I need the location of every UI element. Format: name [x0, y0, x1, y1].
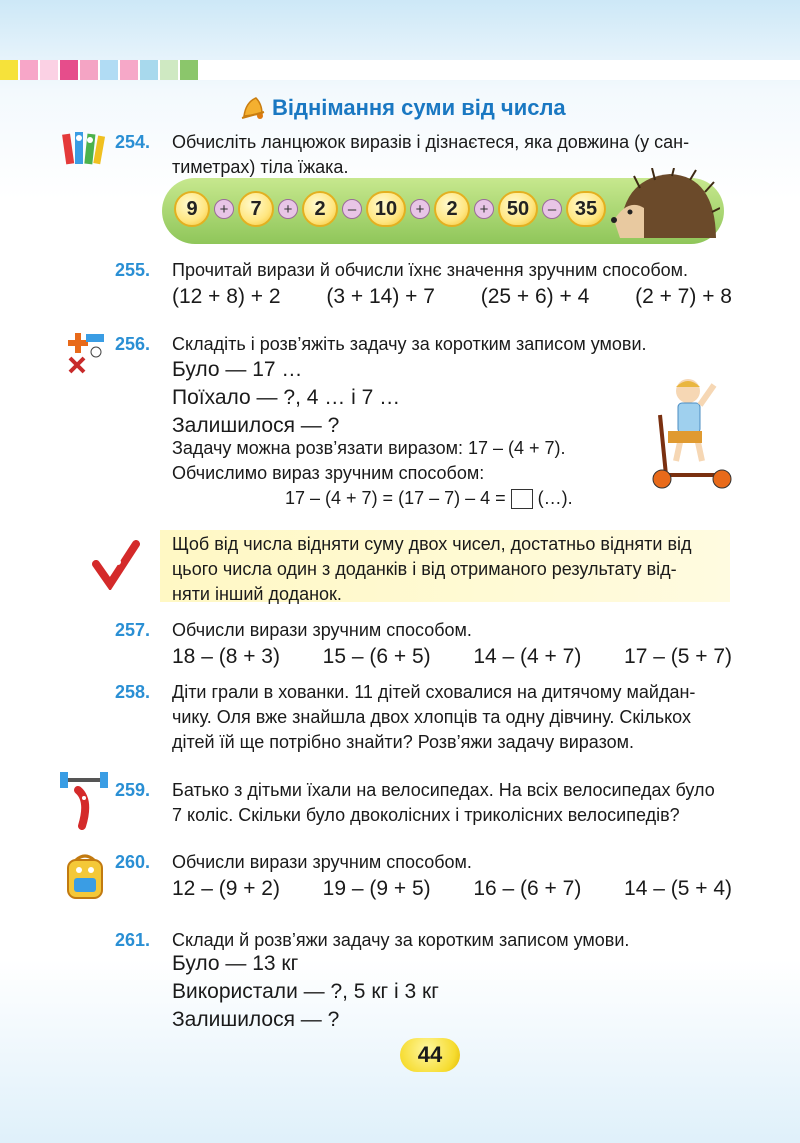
task-number-257: 257. [115, 620, 151, 640]
stripe-segment [580, 60, 600, 80]
task-258-line: дітей їй ще потрібно знайти? Розв’яжи задачу виразом. [172, 732, 635, 752]
stripe-segment [220, 60, 240, 80]
expression: 19 – (9 + 5) [322, 877, 431, 900]
stripe-segment [300, 60, 320, 80]
chain-value: 2 [434, 191, 470, 227]
chain-value: 2 [302, 191, 338, 227]
checkmark-character-icon [92, 540, 140, 590]
stripe-segment [540, 60, 560, 80]
chain-operator: + [278, 199, 298, 219]
task-256-condition [172, 356, 400, 440]
task-256-solution-line3 [285, 486, 573, 511]
chain-operator: – [542, 199, 562, 219]
stripe-segment [520, 60, 540, 80]
stripe-segment [620, 60, 640, 80]
expression: 16 – (6 + 7) [473, 877, 582, 900]
chain-value: 35 [566, 191, 606, 227]
chain-operator: + [474, 199, 494, 219]
stripe-segment [660, 60, 680, 80]
expression: 17 – (5 + 7) [624, 645, 732, 668]
expression: (2 + 7) + 8 [635, 285, 732, 308]
stripe-segment [260, 60, 280, 80]
solution-unit: (…). [537, 488, 573, 508]
chain-operator: + [410, 199, 430, 219]
task-number-261: 261. [115, 930, 151, 950]
task-number-256: 256. [115, 334, 151, 354]
stripe-segment [700, 60, 720, 80]
condition-line: Було — 13 кг [172, 952, 299, 975]
task-255-text: Прочитай вирази й обчисли їхнє значення зручним способом. [172, 260, 689, 280]
stripe-segment [440, 60, 460, 80]
task-260-text: Обчисли вирази зручним способом. [172, 852, 472, 872]
section-title [240, 90, 640, 126]
task-258-line: чику. Оля вже знайшла двох хлопців та одну дівчину. Скількох [172, 707, 691, 727]
task-number-259: 259. [115, 780, 151, 800]
task-259-text [172, 778, 732, 828]
task-257-expressions [172, 643, 732, 671]
stripe-segment [600, 60, 620, 80]
stripe-segment [120, 60, 140, 80]
chain-operator: + [214, 199, 234, 219]
stripe-segment [100, 60, 120, 80]
stripe-segment [560, 60, 580, 80]
hedgehog-icon [610, 168, 720, 248]
rule-line: цього числа один з доданків і від отриманого результату від- [172, 559, 677, 579]
condition-line: Було — 17 … [172, 358, 303, 381]
stripe-segment [720, 60, 740, 80]
solution-expression: 17 – (4 + 7) = (17 – 7) – 4 = [285, 488, 506, 508]
stripe-segment [180, 60, 200, 80]
expression: (25 + 6) + 4 [480, 285, 590, 308]
task-257-text: Обчисли вирази зручним способом. [172, 620, 472, 640]
task-258-text [172, 680, 732, 755]
task-256-text: Складіть і розв’яжіть задачу за коротким записом умови. [172, 334, 647, 354]
page-number: 44 [400, 1038, 460, 1072]
boy-on-scooter-illustration [640, 375, 735, 495]
stripe-segment [20, 60, 40, 80]
task-256-solution-line2: Обчислимо вираз зручним способом: [172, 463, 485, 483]
expression: 15 – (6 + 5) [322, 645, 431, 668]
chain-value: 9 [174, 191, 210, 227]
stripe-segment [500, 60, 520, 80]
task-255-expressions [172, 283, 732, 311]
stripe-segment [160, 60, 180, 80]
task-261-condition [172, 950, 439, 1034]
stripe-segment [0, 60, 20, 80]
chain-operator: – [342, 199, 362, 219]
stripe-segment [60, 60, 80, 80]
chain-value: 50 [498, 191, 538, 227]
stripe-segment [380, 60, 400, 80]
dumbbell-character-icon [58, 770, 110, 830]
math-signs-icon [60, 328, 110, 378]
pencils-icon [60, 128, 108, 176]
condition-line: Використали — ?, 5 кг і 3 кг [172, 980, 439, 1003]
condition-line: Залишилося — ? [172, 1008, 340, 1031]
rule-line: Щоб від числа відняти суму двох чисел, достатньо відняти від [172, 534, 692, 554]
stripe-segment [640, 60, 660, 80]
page-title: Віднімання суми від числа [272, 95, 566, 120]
answer-box[interactable] [511, 489, 533, 509]
stripe-segment [80, 60, 100, 80]
stripe-segment [140, 60, 160, 80]
task-261-text: Склади й розв’яжи задачу за коротким записом умови. [172, 930, 630, 950]
stripe-segment [680, 60, 700, 80]
chain-value: 10 [366, 191, 406, 227]
task-number-260: 260. [115, 852, 151, 872]
stripe-segment [420, 60, 440, 80]
stripe-segment [340, 60, 360, 80]
task-260-expressions [172, 875, 732, 903]
backpack-icon [62, 852, 108, 900]
stripe-segment [40, 60, 60, 80]
task-258-line: Діти грали в хованки. 11 дітей сховалися на дитячому майдан- [172, 682, 696, 702]
stripe-segment [480, 60, 500, 80]
task-254-line2: тиметрах) тіла їжака. [172, 157, 349, 177]
task-259-line: Батько з дітьми їхали на велосипедах. На всіх велосипедах було [172, 780, 715, 800]
stripe-segment [740, 60, 760, 80]
expression: 18 – (8 + 3) [172, 645, 280, 668]
stripe-segment [200, 60, 220, 80]
decorative-stripe [0, 60, 800, 80]
expression: (12 + 8) + 2 [172, 285, 281, 308]
stripe-segment [360, 60, 380, 80]
stripe-segment [280, 60, 300, 80]
condition-line: Залишилося — ? [172, 414, 340, 437]
condition-line: Поїхало — ?, 4 … і 7 … [172, 386, 401, 409]
expression: (3 + 14) + 7 [326, 285, 435, 308]
stripe-segment [400, 60, 420, 80]
stripe-segment [460, 60, 480, 80]
task-256-solution-line1: Задачу можна розв’язати виразом: 17 – (4 + 7). [172, 438, 566, 458]
task-number-255: 255. [115, 260, 151, 280]
rule-text [172, 532, 732, 607]
bell-icon [240, 94, 266, 122]
task-number-258: 258. [115, 682, 151, 702]
chain-value: 7 [238, 191, 274, 227]
task-254-line1: Обчисліть ланцюжок виразів і дізнаєтеся, яка довжина (у сан- [172, 132, 690, 152]
expression: 14 – (5 + 4) [624, 877, 732, 900]
expression: 14 – (4 + 7) [473, 645, 582, 668]
rule-line: няти інший доданок. [172, 584, 342, 604]
stripe-segment [240, 60, 260, 80]
stripe-segment [760, 60, 780, 80]
task-number-254: 254. [115, 132, 151, 152]
stripe-segment [780, 60, 800, 80]
stripe-segment [320, 60, 340, 80]
expression: 12 – (9 + 2) [172, 877, 280, 900]
task-259-line: 7 коліс. Скільки було двоколісних і триколісних велосипедів? [172, 805, 680, 825]
